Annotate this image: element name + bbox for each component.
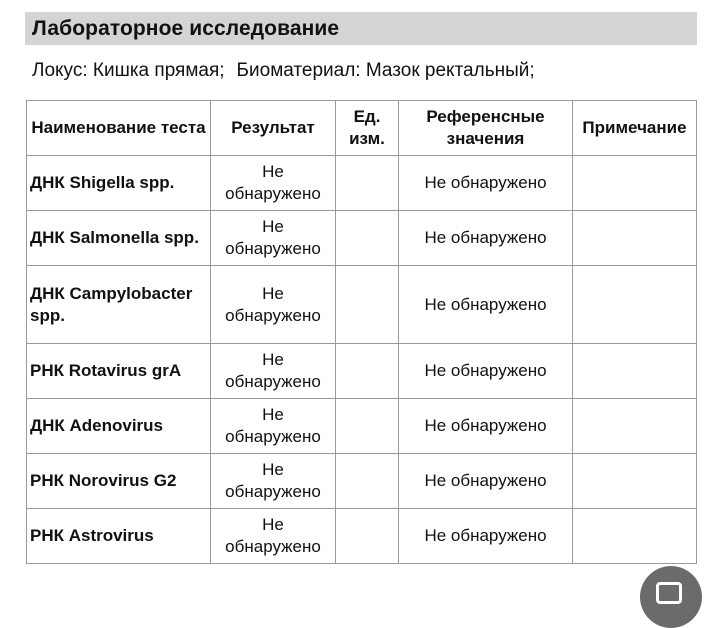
column-header-test-name: Наименование теста bbox=[27, 101, 211, 156]
scan-button[interactable] bbox=[640, 566, 702, 628]
test-name-cell: РНК Norovirus G2 bbox=[27, 454, 211, 509]
section-header bbox=[25, 12, 697, 45]
unit-cell bbox=[336, 266, 399, 344]
table-row bbox=[27, 344, 697, 399]
note-cell bbox=[573, 211, 697, 266]
column-header-note: Примечание bbox=[573, 101, 697, 156]
column-header-result: Результат bbox=[211, 101, 336, 156]
unit-cell bbox=[336, 156, 399, 211]
scan-icon bbox=[656, 582, 682, 604]
result-cell: Не обнаружено bbox=[211, 266, 336, 344]
page-title: Лабораторное исследование bbox=[32, 16, 340, 40]
reference-cell: Не обнаружено bbox=[399, 211, 573, 266]
reference-cell: Не обнаружено bbox=[399, 509, 573, 564]
unit-cell bbox=[336, 399, 399, 454]
reference-cell: Не обнаружено bbox=[399, 454, 573, 509]
test-name-cell: ДНК Campylobacter spp. bbox=[27, 266, 211, 344]
results-table bbox=[26, 100, 697, 564]
test-name-cell: РНК Astrovirus bbox=[27, 509, 211, 564]
test-name-cell: РНК Rotavirus grA bbox=[27, 344, 211, 399]
column-header-unit: Ед. изм. bbox=[336, 101, 399, 156]
result-cell: Не обнаружено bbox=[211, 156, 336, 211]
sample-info bbox=[32, 60, 535, 82]
result-cell: Не обнаружено bbox=[211, 399, 336, 454]
unit-cell bbox=[336, 211, 399, 266]
column-header-reference: Референсные значения bbox=[399, 101, 573, 156]
test-name-cell: ДНК Shigella spp. bbox=[27, 156, 211, 211]
table-row bbox=[27, 266, 697, 344]
result-cell: Не обнаружено bbox=[211, 509, 336, 564]
unit-cell bbox=[336, 344, 399, 399]
table-row bbox=[27, 211, 697, 266]
result-cell: Не обнаружено bbox=[211, 344, 336, 399]
note-cell bbox=[573, 399, 697, 454]
note-cell bbox=[573, 156, 697, 211]
test-name-cell: ДНК Adenovirus bbox=[27, 399, 211, 454]
result-cell: Не обнаружено bbox=[211, 211, 336, 266]
note-cell bbox=[573, 509, 697, 564]
unit-cell bbox=[336, 509, 399, 564]
table-header-row bbox=[27, 101, 697, 156]
locus-text: Локус: Кишка прямая; bbox=[32, 60, 225, 81]
biomaterial-text: Биоматериал: Мазок ректальный; bbox=[236, 60, 535, 81]
reference-cell: Не обнаружено bbox=[399, 399, 573, 454]
table-row bbox=[27, 454, 697, 509]
result-cell: Не обнаружено bbox=[211, 454, 336, 509]
note-cell bbox=[573, 266, 697, 344]
reference-cell: Не обнаружено bbox=[399, 156, 573, 211]
note-cell bbox=[573, 454, 697, 509]
unit-cell bbox=[336, 454, 399, 509]
table-row bbox=[27, 399, 697, 454]
table-row bbox=[27, 156, 697, 211]
test-name-cell: ДНК Salmonella spp. bbox=[27, 211, 211, 266]
note-cell bbox=[573, 344, 697, 399]
reference-cell: Не обнаружено bbox=[399, 344, 573, 399]
reference-cell: Не обнаружено bbox=[399, 266, 573, 344]
table-row bbox=[27, 509, 697, 564]
